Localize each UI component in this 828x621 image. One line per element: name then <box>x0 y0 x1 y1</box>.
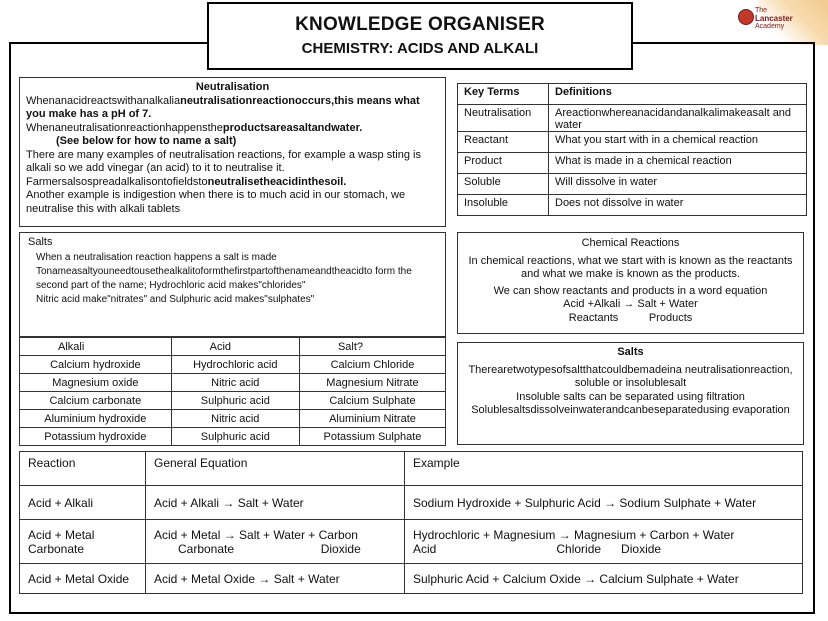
definition-cell: Will dissolve in water <box>549 174 807 195</box>
logo-line2: Lancaster <box>755 14 793 23</box>
neutralisation-panel <box>19 77 446 227</box>
salt-cell: Calcium Chloride <box>299 356 445 374</box>
definition-cell: What is made in a chemical reaction <box>549 153 807 174</box>
salt-types-para1: Therearetwotypesofsaltthatcouldbemadeina neutralisationreaction, soluble or insolublesalt <box>468 363 793 389</box>
term-cell: Product <box>458 153 549 174</box>
salts-title: Salts <box>28 236 53 248</box>
logo-line3: Academy <box>755 23 785 30</box>
chemical-reactions-panel <box>457 232 804 334</box>
salts-line2: Tonameasaltyouneedtousethealkalitoformthefirstpartofthenameandtheacidto form the second part of the name; Hydrochloric acid makes"chlorides" <box>36 266 412 291</box>
text: Whenaneutralisationreactionhappensthe <box>26 121 223 134</box>
definition-cell: What you start with in a chemical reaction <box>549 132 807 153</box>
neutralisation-para2 <box>26 122 439 136</box>
term-cell: Soluble <box>458 174 549 195</box>
salt-types-para3: Solublesaltsdissolveinwaterandcanbeseparatedusing evaporation <box>471 404 790 416</box>
neutralisation-para6: Another example is indigestion when there is to much acid in our stomach, we neutralise this with alkali tablets <box>26 189 406 215</box>
text: Whenanacidreactswithanalkalia <box>26 94 181 107</box>
text: Farmersalsospreadalkalisontofieldsto <box>26 175 208 188</box>
salt-naming-table <box>19 337 446 446</box>
table-header-row <box>20 338 446 356</box>
chemical-reactions-title: Chemical Reactions <box>581 237 680 249</box>
reaction-cell: Acid + Metal Carbonate <box>20 520 146 564</box>
table-row <box>20 520 803 564</box>
definition-cell: Areactionwhereanacidandanalkalimakeasalt and water <box>549 105 807 132</box>
header-cell: Acid <box>171 338 299 356</box>
table-row <box>20 564 803 594</box>
text-bold: productsareasaltandwater. <box>222 121 363 134</box>
term-cell: Neutralisation <box>458 105 549 132</box>
table-row <box>20 356 446 374</box>
example-line2: Acid Chloride Dioxide <box>413 541 662 556</box>
general-equations-table <box>19 451 803 594</box>
key-terms-table <box>457 83 807 216</box>
table-row <box>20 428 446 446</box>
definition-cell: Does not dissolve in water <box>549 195 807 216</box>
general-equation-cell <box>146 564 405 594</box>
salt-types-title: Salts <box>617 346 644 358</box>
salts-naming-panel <box>19 232 446 337</box>
reaction-cell: Acid + Metal Oxide <box>20 564 146 594</box>
alkali-cell: Potassium hydroxide <box>20 428 172 446</box>
general-equation-line1: Acid + Metal Oxide → Salt + Water <box>154 571 340 586</box>
alkali-cell: Magnesium oxide <box>20 374 172 392</box>
salt-types-panel <box>457 342 804 445</box>
table-row <box>20 374 446 392</box>
header-cell: Salt? <box>299 338 445 356</box>
general-equation-line1: Acid + Metal → Salt + Water + Carbon <box>154 527 358 542</box>
logo-text <box>755 7 793 31</box>
acid-cell: Nitric acid <box>171 410 299 428</box>
neutralisation-para4: There are many examples of neutralisation reactions, for example a wasp sting is alkali so we add vinegar (an acid) to it to neutralise it. <box>26 148 421 174</box>
term-cell: Insoluble <box>458 195 549 216</box>
table-row <box>20 486 803 520</box>
table-row <box>458 105 807 132</box>
example-cell <box>405 520 803 564</box>
table-row <box>20 410 446 428</box>
text-bold: neutralisetheacidinthesoil. <box>207 175 347 188</box>
table-header-row <box>20 452 803 486</box>
salt-cell: Potassium Sulphate <box>299 428 445 446</box>
salt-types-para2: Insoluble salts can be separated using filtration <box>516 390 745 403</box>
general-equation-line2: Carbonate Dioxide <box>178 541 361 556</box>
page-title: KNOWLEDGE ORGANISER <box>295 14 545 35</box>
salts-line1: When a neutralisation reaction happens a salt is made <box>36 252 277 263</box>
general-equation-line1: Acid + Alkali → Salt + Water <box>154 495 304 510</box>
acid-cell: Nitric acid <box>171 374 299 392</box>
acid-cell: Sulphuric acid <box>171 428 299 446</box>
salts-line3: Nitric acid make"nitrates" and Sulphuric acid makes"sulphates" <box>36 294 315 305</box>
example-cell <box>405 486 803 520</box>
table-row <box>458 174 807 195</box>
header-cell: Key Terms <box>458 84 549 105</box>
neutralisation-note: (See below for how to name a salt) <box>56 135 237 147</box>
salt-cell: Calcium Sulphate <box>299 392 445 410</box>
chemical-reactions-para2: We can show reactants and products in a word equation <box>493 284 768 297</box>
neutralisation-para5 <box>26 176 439 190</box>
term-cell: Reactant <box>458 132 549 153</box>
general-equation-cell <box>146 486 405 520</box>
example-line1: Sodium Hydroxide + Sulphuric Acid → Sodium Sulphate + Water <box>413 495 757 510</box>
word-equation-labels: Reactants Products <box>568 311 693 324</box>
salt-cell: Magnesium Nitrate <box>299 374 445 392</box>
crest-icon <box>738 9 754 25</box>
header-cell: General Equation <box>146 452 405 486</box>
acid-cell: Hydrochloric acid <box>171 356 299 374</box>
header-cell: Alkali <box>20 338 172 356</box>
acid-cell: Sulphuric acid <box>171 392 299 410</box>
table-row <box>20 392 446 410</box>
general-equation-cell <box>146 520 405 564</box>
neutralisation-title: Neutralisation <box>195 81 270 93</box>
header-cell: Reaction <box>20 452 146 486</box>
table-row <box>458 132 807 153</box>
table-header-row <box>458 84 807 105</box>
alkali-cell: Calcium carbonate <box>20 392 172 410</box>
neutralisation-para1 <box>26 95 439 122</box>
example-cell <box>405 564 803 594</box>
reaction-cell: Acid + Alkali <box>20 486 146 520</box>
text-bold: neutralisationreactionoccurs,this means what you make has a pH of 7. <box>26 94 420 120</box>
chemical-reactions-para1: In chemical reactions, what we start with is known as the reactants and what we make is known as the products. <box>468 254 793 280</box>
example-line1: Hydrochloric + Magnesium → Magnesium + Carbon + Water <box>413 527 735 542</box>
header-cell: Example <box>405 452 803 486</box>
logo-line1: The <box>755 7 768 14</box>
header-cell: Definitions <box>549 84 807 105</box>
page-header <box>207 2 633 70</box>
table-row <box>458 153 807 174</box>
salt-cell: Aluminium Nitrate <box>299 410 445 428</box>
page-subtitle: CHEMISTRY: ACIDS AND ALKALI <box>301 40 539 57</box>
word-equation: Acid +Alkali → Salt + Water <box>563 298 698 310</box>
school-logo <box>738 7 794 37</box>
alkali-cell: Aluminium hydroxide <box>20 410 172 428</box>
table-row <box>458 195 807 216</box>
example-line1: Sulphuric Acid + Calcium Oxide → Calcium Sulphate + Water <box>413 571 739 586</box>
alkali-cell: Calcium hydroxide <box>20 356 172 374</box>
